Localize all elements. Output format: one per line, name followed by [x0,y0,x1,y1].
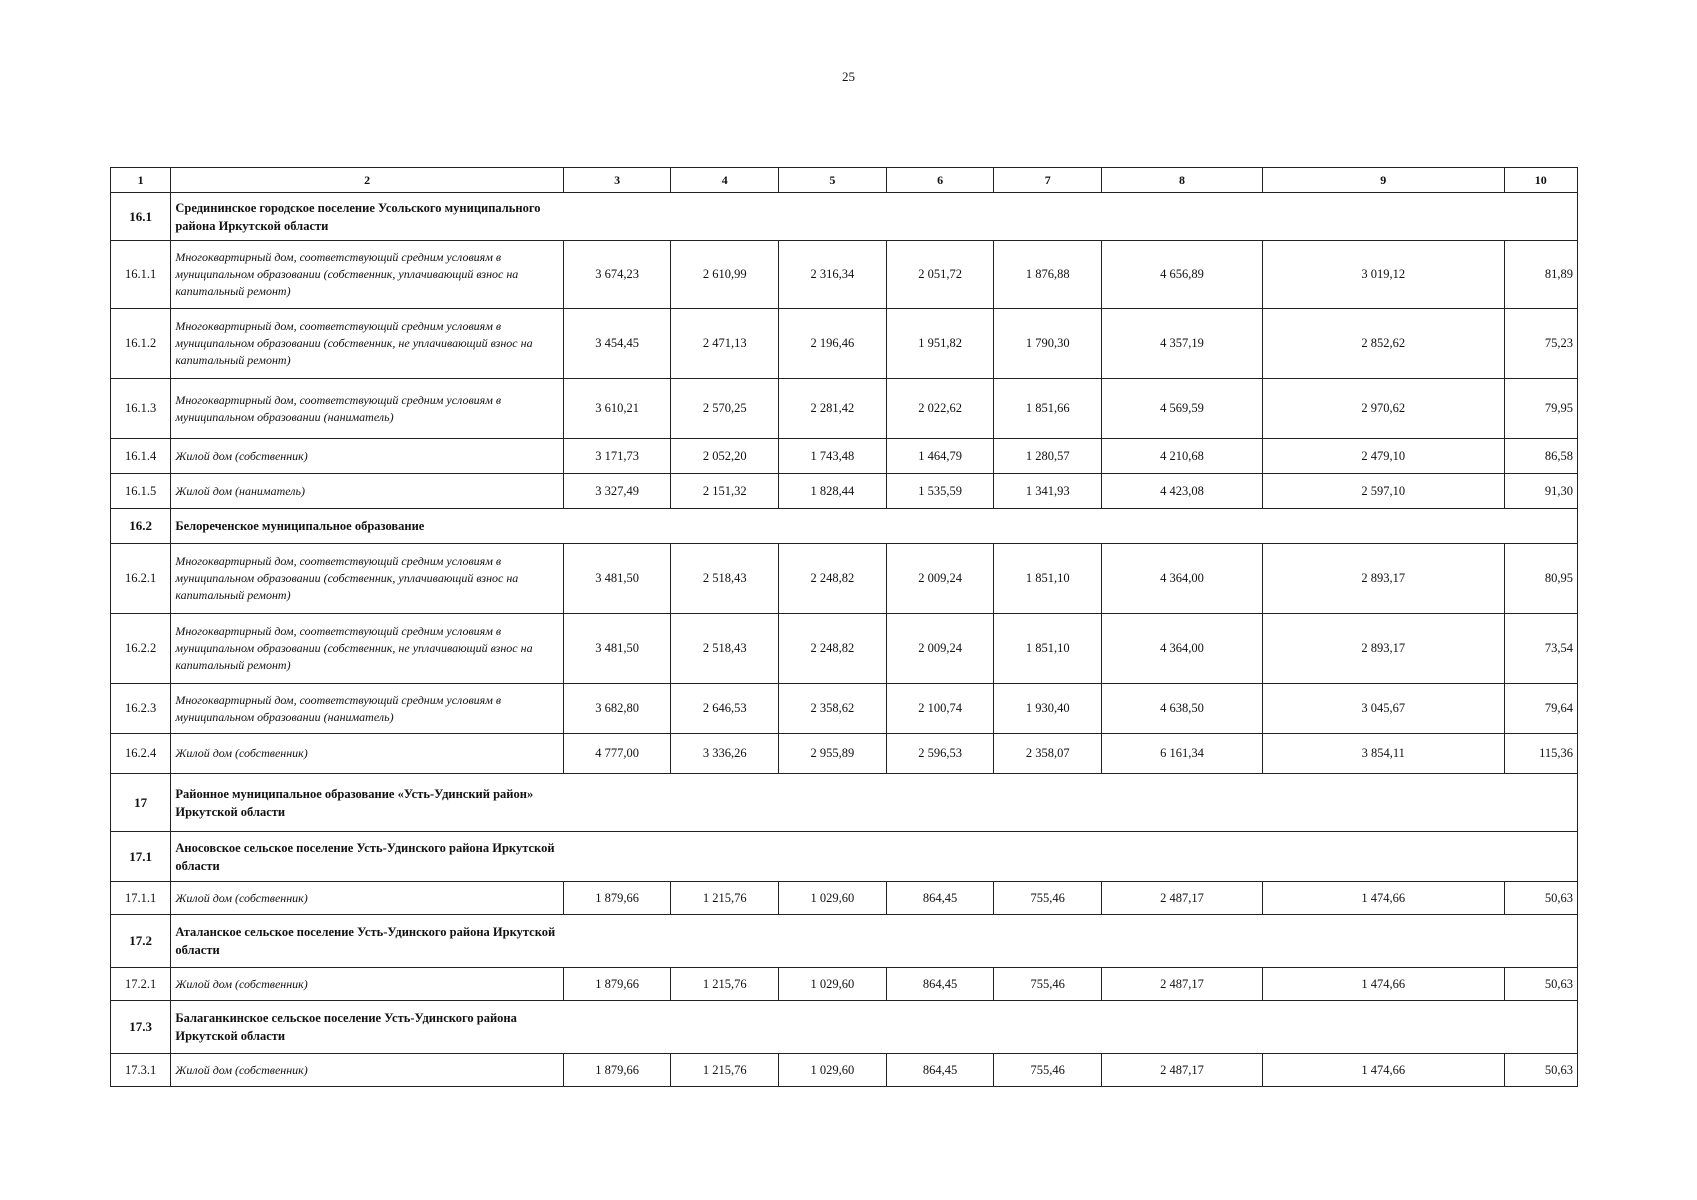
row-description: Жилой дом (собственник) [171,1054,563,1087]
value-cell: 4 569,59 [1102,379,1263,439]
row-code: 17.1.1 [111,882,171,915]
value-cell: 2 248,82 [779,544,887,614]
value-cell: 2 570,25 [671,379,779,439]
value-cell: 1 930,40 [994,684,1102,734]
value-cell: 1 879,66 [563,1054,671,1087]
value-cell: 2 052,20 [671,439,779,474]
value-cell: 2 022,62 [886,379,994,439]
value-cell: 864,45 [886,882,994,915]
value-cell: 1 535,59 [886,474,994,509]
value-cell: 755,46 [994,1054,1102,1087]
value-cell: 2 051,72 [886,241,994,309]
table-row [111,474,1578,509]
row-code: 17.2 [111,915,171,968]
row-code: 16.1.4 [111,439,171,474]
value-cell: 2 471,13 [671,309,779,379]
group-name-cell [171,1001,1578,1054]
group-row [111,915,1578,968]
column-header: 2 [171,168,563,193]
value-cell: 2 852,62 [1263,309,1504,379]
column-header: 6 [886,168,994,193]
value-cell: 4 638,50 [1102,684,1263,734]
table-row [111,379,1578,439]
value-cell: 2 596,53 [886,734,994,774]
value-cell: 2 487,17 [1102,1054,1263,1087]
value-cell: 1 474,66 [1263,968,1504,1001]
value-cell: 79,95 [1504,379,1578,439]
group-name-cell [171,915,1578,968]
group-name-cell [171,509,1578,544]
column-header: 5 [779,168,887,193]
group-name-cell [171,193,1578,241]
value-cell: 2 151,32 [671,474,779,509]
value-cell: 2 358,62 [779,684,887,734]
value-cell: 3 674,23 [563,241,671,309]
row-code: 16.2.4 [111,734,171,774]
table-row [111,544,1578,614]
group-name: Белореченское муниципальное образование [175,519,425,533]
value-cell: 2 487,17 [1102,882,1263,915]
row-description: Жилой дом (собственник) [171,439,563,474]
group-row [111,774,1578,832]
row-code: 17.3 [111,1001,171,1054]
value-cell: 3 045,67 [1263,684,1504,734]
value-cell: 1 029,60 [779,968,887,1001]
column-header: 8 [1102,168,1263,193]
value-cell: 1 790,30 [994,309,1102,379]
table-row [111,968,1578,1001]
value-cell: 3 481,50 [563,614,671,684]
table-row [111,241,1578,309]
value-cell: 864,45 [886,968,994,1001]
row-code: 16.1 [111,193,171,241]
table-row [111,882,1578,915]
value-cell: 1 215,76 [671,1054,779,1087]
value-cell: 2 196,46 [779,309,887,379]
table-row [111,734,1578,774]
group-name: Аносовское сельское поселение Усть-Удинского района Иркутской области [175,840,555,873]
value-cell: 1 879,66 [563,968,671,1001]
value-cell: 2 955,89 [779,734,887,774]
value-cell: 3 327,49 [563,474,671,509]
value-cell: 1 876,88 [994,241,1102,309]
value-cell: 1 464,79 [886,439,994,474]
group-row [111,832,1578,882]
value-cell: 2 970,62 [1263,379,1504,439]
column-header: 7 [994,168,1102,193]
value-cell: 1 215,76 [671,968,779,1001]
value-cell: 1 215,76 [671,882,779,915]
group-row [111,1001,1578,1054]
value-cell: 81,89 [1504,241,1578,309]
table-row [111,439,1578,474]
value-cell: 4 656,89 [1102,241,1263,309]
value-cell: 4 210,68 [1102,439,1263,474]
value-cell: 1 828,44 [779,474,887,509]
value-cell: 1 851,66 [994,379,1102,439]
row-description: Многоквартирный дом, соответствующий средним условиям в муниципальном образовании (собственник, не уплачивающий взнос на капитальный ремонт) [171,614,563,684]
value-cell: 2 358,07 [994,734,1102,774]
value-cell: 79,64 [1504,684,1578,734]
table-row [111,1054,1578,1087]
row-code: 16.2 [111,509,171,544]
page-number: 25 [842,69,855,84]
table-body [111,193,1578,1087]
row-description: Многоквартирный дом, соответствующий средним условиям в муниципальном образовании (собственник, не уплачивающий взнос на капитальный ремонт) [171,309,563,379]
value-cell: 50,63 [1504,1054,1578,1087]
value-cell: 2 893,17 [1263,544,1504,614]
row-description: Жилой дом (собственник) [171,734,563,774]
value-cell: 1 879,66 [563,882,671,915]
column-header: 4 [671,168,779,193]
row-description: Жилой дом (собственник) [171,882,563,915]
value-cell: 3 171,73 [563,439,671,474]
row-code: 16.2.1 [111,544,171,614]
row-description: Многоквартирный дом, соответствующий средним условиям в муниципальном образовании (наниматель) [171,379,563,439]
value-cell: 1 280,57 [994,439,1102,474]
value-cell: 1 951,82 [886,309,994,379]
value-cell: 1 743,48 [779,439,887,474]
value-cell: 2 009,24 [886,544,994,614]
value-cell: 80,95 [1504,544,1578,614]
value-cell: 1 341,93 [994,474,1102,509]
value-cell: 115,36 [1504,734,1578,774]
row-description: Многоквартирный дом, соответствующий средним условиям в муниципальном образовании (собственник, уплачивающий взнос на капитальный ремонт) [171,544,563,614]
value-cell: 755,46 [994,968,1102,1001]
column-header: 1 [111,168,171,193]
value-cell: 4 777,00 [563,734,671,774]
group-name: Аталанское сельское поселение Усть-Удинского района Иркутской области [175,925,556,957]
value-cell: 2 518,43 [671,544,779,614]
value-cell: 1 851,10 [994,544,1102,614]
row-code: 16.1.3 [111,379,171,439]
row-code: 17 [111,774,171,832]
row-code: 16.2.2 [111,614,171,684]
column-header: 10 [1504,168,1578,193]
value-cell: 50,63 [1504,968,1578,1001]
group-row [111,509,1578,544]
table-row [111,309,1578,379]
value-cell: 864,45 [886,1054,994,1087]
value-cell: 4 357,19 [1102,309,1263,379]
value-cell: 75,23 [1504,309,1578,379]
row-description: Многоквартирный дом, соответствующий средним условиям в муниципальном образовании (наниматель) [171,684,563,734]
row-description: Многоквартирный дом, соответствующий средним условиям в муниципальном образовании (собственник, уплачивающий взнос на капитальный ремонт) [171,241,563,309]
value-cell: 2 100,74 [886,684,994,734]
value-cell: 3 481,50 [563,544,671,614]
value-cell: 2 610,99 [671,241,779,309]
row-code: 16.1.5 [111,474,171,509]
row-description: Жилой дом (наниматель) [171,474,563,509]
value-cell: 3 610,21 [563,379,671,439]
value-cell: 1 474,66 [1263,882,1504,915]
value-cell: 4 364,00 [1102,614,1263,684]
value-cell: 3 019,12 [1263,241,1504,309]
group-name: Средининское городское поселение Усольского муниципального района Иркутской области [175,200,541,233]
value-cell: 3 854,11 [1263,734,1504,774]
value-cell: 755,46 [994,882,1102,915]
row-code: 17.2.1 [111,968,171,1001]
group-name: Балаганкинское сельское поселение Усть-Удинского района Иркутской области [175,1011,517,1043]
value-cell: 3 682,80 [563,684,671,734]
group-name: Районное муниципальное образование «Усть-Удинский район» Иркутской области [175,786,534,819]
value-cell: 3 336,26 [671,734,779,774]
value-cell: 2 893,17 [1263,614,1504,684]
row-code: 17.3.1 [111,1054,171,1087]
row-code: 17.1 [111,832,171,882]
table-row [111,614,1578,684]
value-cell: 3 454,45 [563,309,671,379]
value-cell: 2 009,24 [886,614,994,684]
value-cell: 4 364,00 [1102,544,1263,614]
value-cell: 2 597,10 [1263,474,1504,509]
value-cell: 86,58 [1504,439,1578,474]
row-description: Жилой дом (собственник) [171,968,563,1001]
column-header-row [111,168,1578,193]
value-cell: 50,63 [1504,882,1578,915]
tariff-table [110,167,1578,1087]
value-cell: 2 316,34 [779,241,887,309]
column-header: 3 [563,168,671,193]
value-cell: 2 518,43 [671,614,779,684]
value-cell: 6 161,34 [1102,734,1263,774]
value-cell: 1 851,10 [994,614,1102,684]
row-code: 16.2.3 [111,684,171,734]
value-cell: 2 479,10 [1263,439,1504,474]
value-cell: 1 474,66 [1263,1054,1504,1087]
value-cell: 4 423,08 [1102,474,1263,509]
value-cell: 2 646,53 [671,684,779,734]
row-code: 16.1.2 [111,309,171,379]
value-cell: 2 281,42 [779,379,887,439]
value-cell: 2 487,17 [1102,968,1263,1001]
value-cell: 2 248,82 [779,614,887,684]
group-name-cell [171,774,1578,832]
group-name-cell [171,832,1578,882]
column-header: 9 [1263,168,1504,193]
group-row [111,193,1578,241]
value-cell: 73,54 [1504,614,1578,684]
table-row [111,684,1578,734]
value-cell: 91,30 [1504,474,1578,509]
value-cell: 1 029,60 [779,1054,887,1087]
row-code: 16.1.1 [111,241,171,309]
value-cell: 1 029,60 [779,882,887,915]
